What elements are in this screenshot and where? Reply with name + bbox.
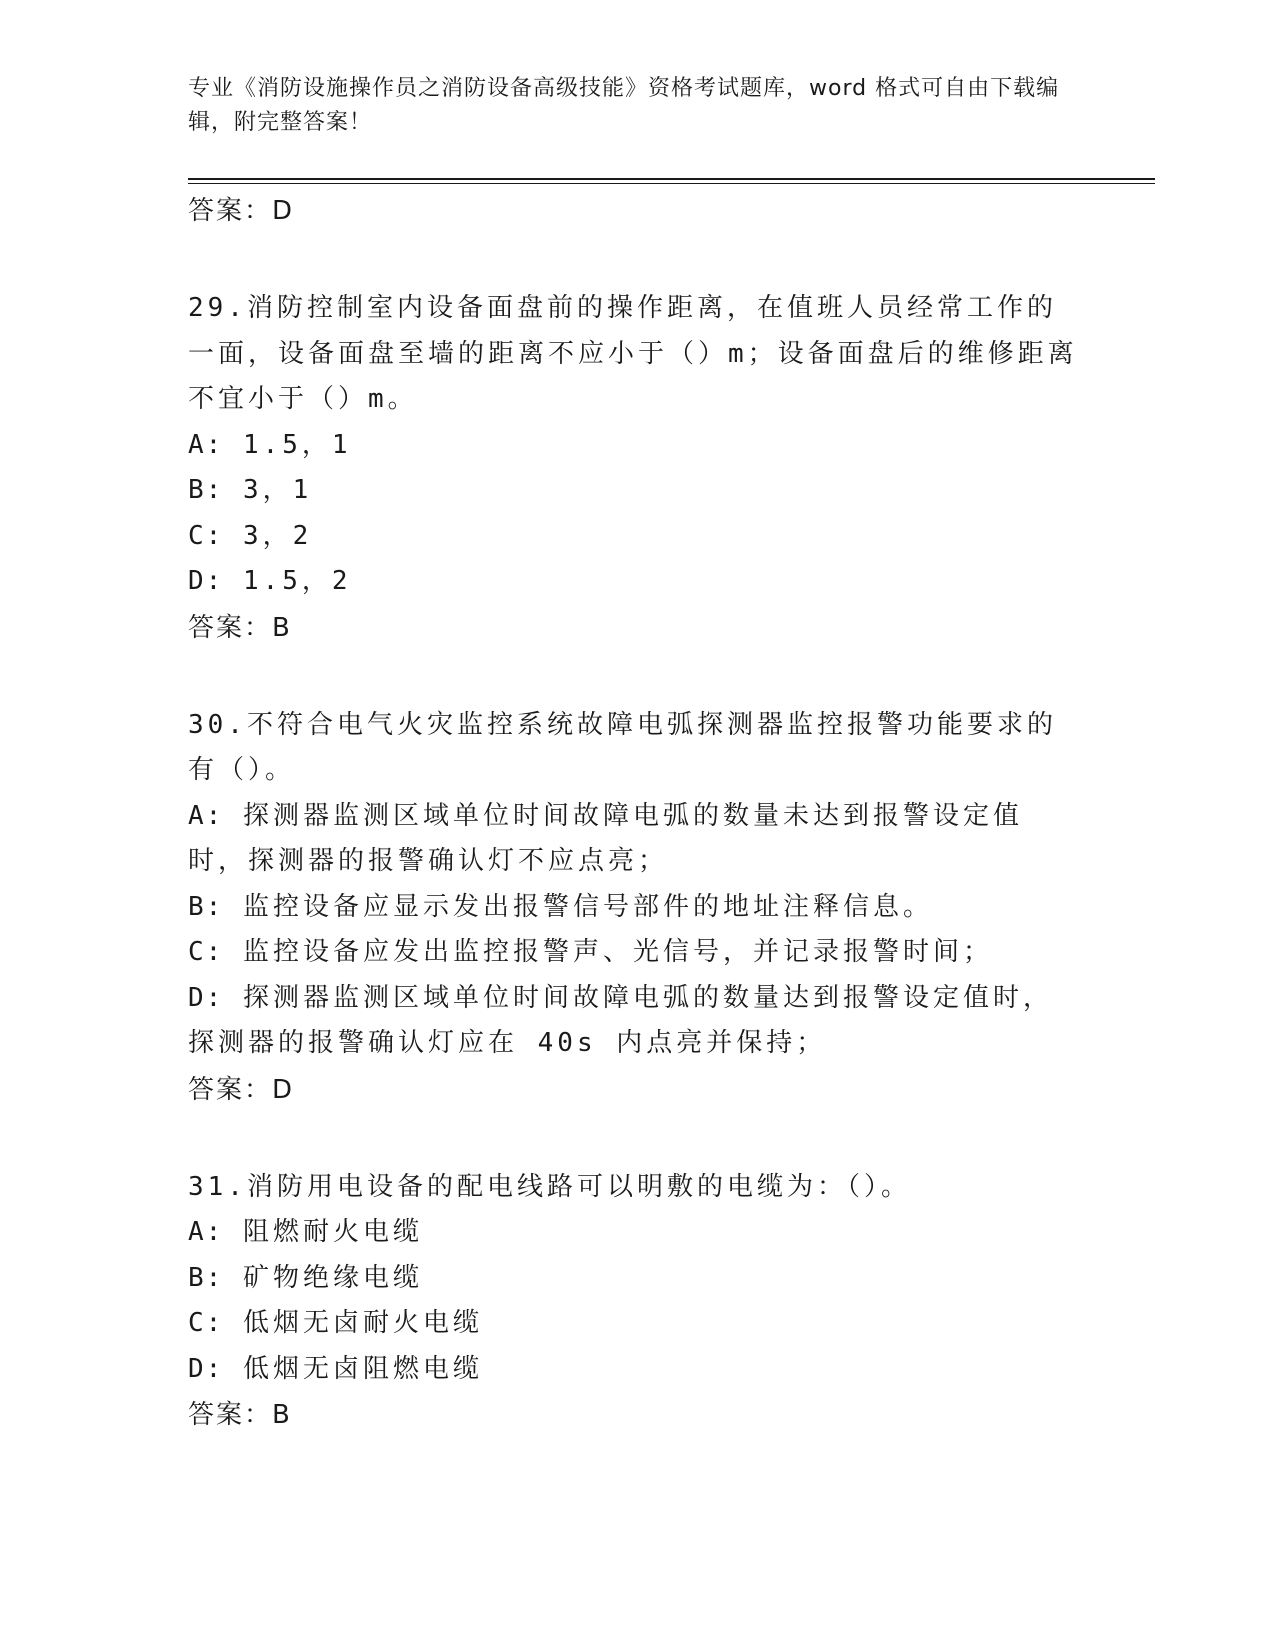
option-d	[188, 559, 1078, 605]
option-label: B:	[188, 475, 224, 505]
option-text: 监控设备应发出监控报警声、光信号，并记录报警时间；	[242, 937, 993, 967]
option-d	[188, 1347, 1078, 1393]
option-label: D:	[188, 1353, 224, 1384]
option-text: 探测器监测区域单位时间故障电弧的数量未达到报警设定值时，探测器的报警确认灯不应点亮；	[188, 800, 1023, 876]
option-text: 探测器监测区域单位时间故障电弧的数量达到报警设定值时，探测器的报警确认灯应在 40s 内点亮并保持；	[188, 982, 1053, 1058]
option-c	[188, 514, 1078, 560]
previous-answer: 答案：D	[188, 196, 295, 226]
question-stem: 29.消防控制室内设备面盘前的操作距离，在值班人员经常工作的一面，设备面盘至墙的距离不应小于（）m；设备面盘后的维修距离不宜小于（）m。	[188, 293, 1078, 414]
option-a	[188, 794, 1078, 885]
option-label: A:	[188, 1217, 224, 1247]
option-a	[188, 423, 1078, 469]
option-text: 矿物绝缘电缆	[242, 1262, 423, 1293]
answer-line: 答案：D	[188, 1074, 295, 1105]
option-label: D:	[188, 566, 224, 596]
option-label: C:	[188, 1308, 224, 1338]
option-c	[188, 930, 1078, 976]
option-a	[188, 1210, 1078, 1256]
question-30	[188, 703, 1078, 1113]
option-c	[188, 1301, 1078, 1347]
question-29	[188, 286, 1078, 651]
option-text: 阻燃耐火电缆	[242, 1217, 423, 1247]
option-label: D:	[188, 982, 224, 1013]
option-text: 3，1	[242, 475, 313, 505]
option-text: 1.5，1	[242, 429, 352, 460]
option-b	[188, 1256, 1078, 1302]
option-label: A:	[188, 429, 224, 460]
option-label: C:	[188, 937, 224, 967]
option-b	[188, 885, 1078, 931]
option-text: 1.5，2	[242, 566, 352, 596]
option-label: C:	[188, 520, 224, 551]
question-stem: 30.不符合电气火灾监控系统故障电弧探测器监控报警功能要求的有（）。	[188, 709, 1057, 785]
question-31	[188, 1165, 1078, 1439]
answer-line: 答案：B	[188, 612, 292, 643]
option-label: B:	[188, 1262, 224, 1293]
option-label: A:	[188, 800, 224, 831]
document-header: 专业《消防设施操作员之消防设备高级技能》资格考试题库，word 格式可自由下载编辑，附完整答案！	[188, 76, 1060, 135]
option-text: 低烟无卤耐火电缆	[242, 1308, 483, 1338]
answer-line: 答案：B	[188, 1400, 292, 1430]
option-text: 低烟无卤阻燃电缆	[242, 1353, 483, 1384]
option-text: 3，2	[242, 520, 313, 551]
question-list	[188, 188, 1078, 1438]
header-rule	[188, 178, 1155, 180]
option-label: B:	[188, 891, 224, 922]
option-text: 监控设备应显示发出报警信号部件的地址注释信息。	[242, 891, 933, 922]
option-b	[188, 468, 1078, 514]
question-stem: 31.消防用电设备的配电线路可以明敷的电缆为：（）。	[188, 1171, 911, 1202]
option-d	[188, 976, 1078, 1067]
header-rule-thin	[188, 183, 1155, 184]
